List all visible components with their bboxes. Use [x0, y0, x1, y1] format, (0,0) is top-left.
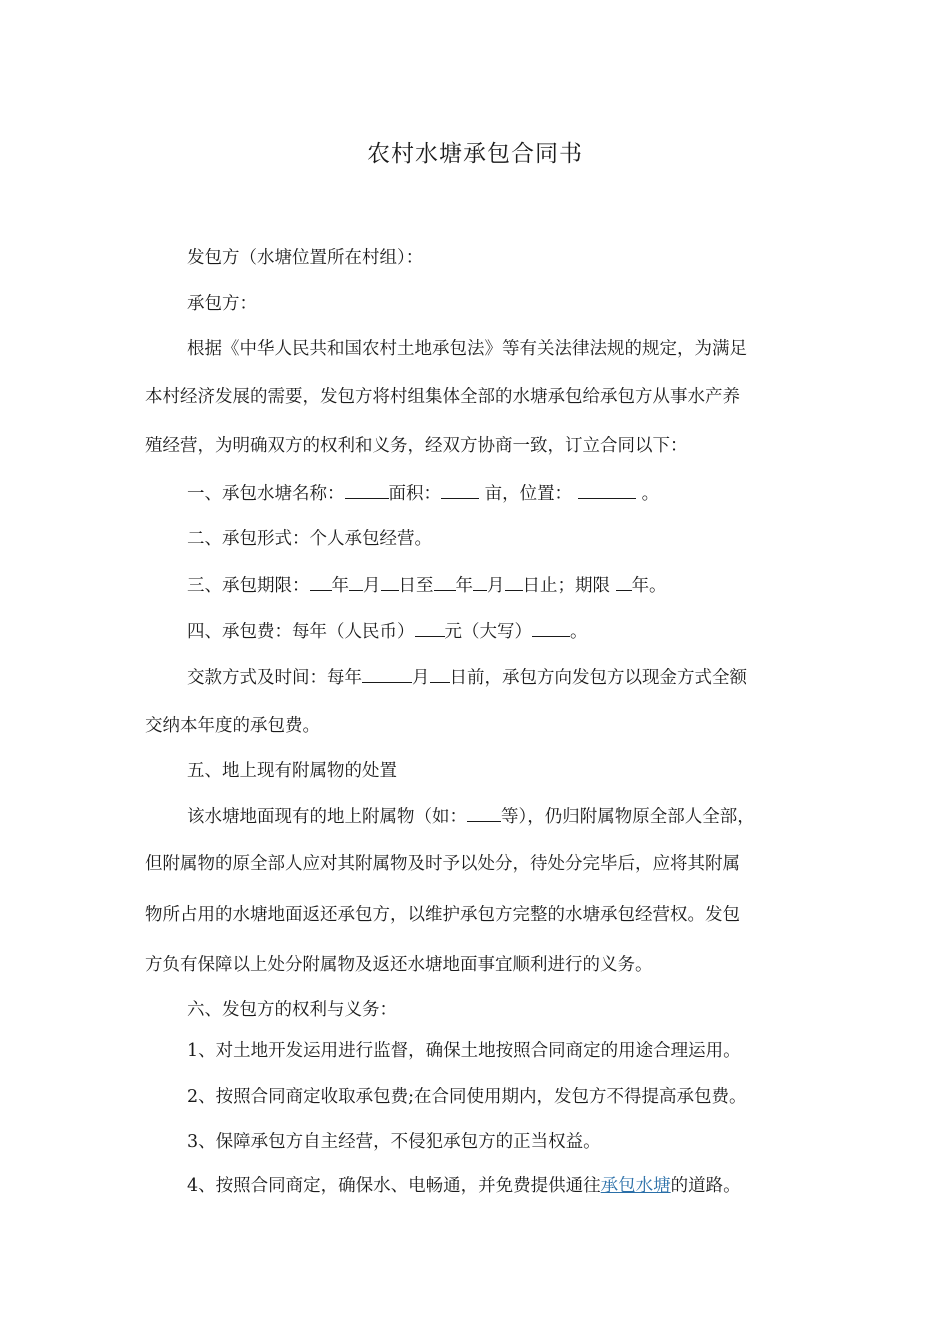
clause-5-line-1a: 该水塘地面现有的地上附属物（如：: [187, 807, 467, 827]
clause-6-item-2: 2、按照合同商定收取承包费;在合同使用期内，发包方不得提高承包费。: [187, 1087, 747, 1107]
clause-1-label: 一、承包水塘名称：: [187, 484, 345, 504]
start-year-blank[interactable]: [310, 573, 332, 591]
clause-3-label: 三、承包期限：: [187, 576, 310, 596]
clause-5-line-3: 物所占用的水塘地面返还承包方，以维护承包方完整的水塘承包经营权。发包: [145, 905, 740, 925]
clause-1: [187, 481, 659, 506]
clause-4-words: 元（大写）: [444, 622, 532, 642]
party-a-line: 发包方（水塘位置所在村组）：: [187, 248, 424, 268]
document-title: 农村水塘承包合同书: [367, 141, 583, 167]
clause-1-end: 。: [636, 484, 660, 504]
payment-line: [187, 665, 747, 690]
clause-4-end: 。: [570, 622, 588, 642]
attachment-blank[interactable]: [467, 804, 501, 822]
clause-4: [187, 619, 588, 644]
pond-link[interactable]: 承包水塘: [600, 1176, 671, 1196]
term-blank[interactable]: [616, 573, 632, 591]
payment-label: 交款方式及时间：每年: [187, 668, 362, 688]
end-year-blank[interactable]: [434, 573, 456, 591]
name-blank[interactable]: [345, 481, 389, 499]
area-blank[interactable]: [441, 481, 479, 499]
payment-month-blank[interactable]: [362, 665, 412, 683]
clause-5-line-1: [187, 804, 755, 829]
clause-6-item-4b: 的道路。: [670, 1176, 741, 1196]
clause-5-line-4: 方负有保障以上处分附属物及返还水塘地面事宜顺利进行的义务。: [145, 955, 653, 975]
clause-3-year-1: 年: [331, 576, 349, 596]
clause-5-heading: 五、地上现有附属物的处置: [187, 761, 397, 781]
clause-4-label: 四、承包费：每年（人民币）: [187, 622, 415, 642]
clause-3: [187, 573, 667, 598]
payment-month: 月: [412, 668, 430, 688]
fee-words-blank[interactable]: [532, 619, 570, 637]
start-day-blank[interactable]: [381, 573, 399, 591]
location-blank[interactable]: [578, 481, 636, 499]
end-day-blank[interactable]: [505, 573, 523, 591]
end-month-blank[interactable]: [473, 573, 487, 591]
payment-line-2: 交纳本年度的承包费。: [145, 716, 320, 736]
payment-rest: 日前，承包方向发包方以现金方式全额: [449, 668, 747, 688]
clause-6-heading: 六、发包方的权利与义务：: [187, 1000, 397, 1020]
intro-line-1: 根据《中华人民共和国农村土地承包法》等有关法律法规的规定，为满足: [187, 339, 747, 359]
clause-6-item-4a: 4、按照合同商定，确保水、电畅通，并免费提供通往: [187, 1176, 601, 1196]
start-month-blank[interactable]: [349, 573, 363, 591]
clause-3-day-2: 日止；期限: [522, 576, 616, 596]
clause-5-line-1b: 等），仍归附属物原全部人全部，: [501, 807, 755, 827]
intro-line-2: 本村经济发展的需要，发包方将村组集体全部的水塘承包给承包方从事水产养: [145, 387, 740, 407]
payment-day-blank[interactable]: [430, 665, 450, 683]
clause-6-item-1: 1、对土地开发运用进行监督，确保土地按照合同商定的用途合理运用。: [187, 1041, 741, 1061]
clause-3-month-2: 月: [487, 576, 505, 596]
clause-3-end: 年。: [631, 576, 667, 596]
party-b-line: 承包方：: [187, 294, 257, 314]
clause-1-location: 亩，位置：: [479, 484, 573, 504]
clause-3-day-1: 日至: [398, 576, 434, 596]
clause-3-year-2: 年: [455, 576, 473, 596]
clause-3-month-1: 月: [363, 576, 381, 596]
clause-6-item-4: [187, 1174, 741, 1198]
clause-5-line-2: 但附属物的原全部人应对其附属物及时予以处分，待处分完毕后，应将其附属: [145, 854, 740, 874]
clause-6-item-3: 3、保障承包方自主经营，不侵犯承包方的正当权益。: [187, 1132, 601, 1152]
fee-number-blank[interactable]: [415, 619, 445, 637]
clause-2: 二、承包形式：个人承包经营。: [187, 529, 432, 549]
clause-1-area: 面积：: [388, 484, 441, 504]
intro-line-3: 殖经营，为明确双方的权利和义务，经双方协商一致，订立合同以下：: [145, 436, 688, 456]
